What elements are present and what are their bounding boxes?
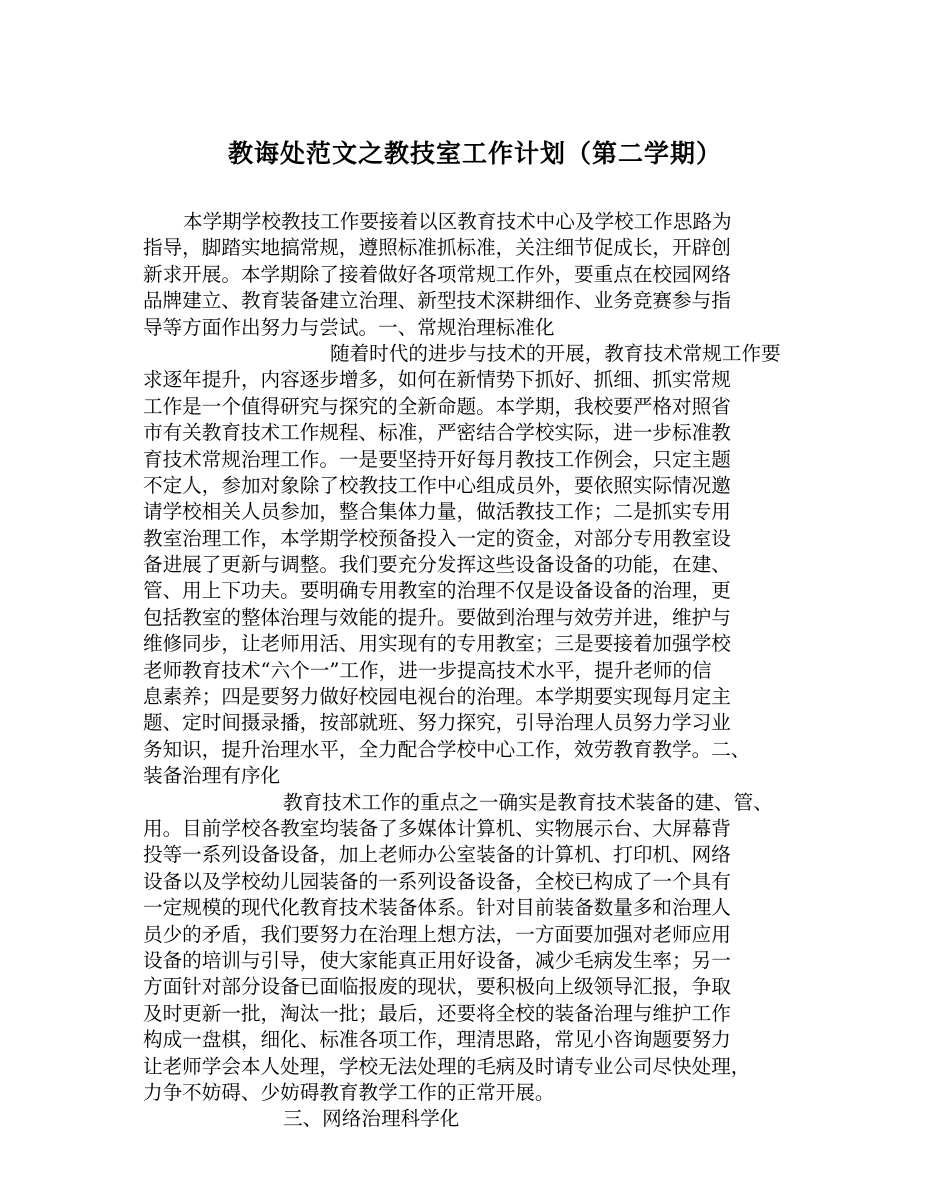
- paragraph-2-line-17: 装备治理有序化: [143, 764, 281, 788]
- paragraph-3-line-3: 投等一系列设备设备，加上老师办公室装备的计算机、打印机、网络: [143, 843, 731, 867]
- paragraph-3-line-4: 设备以及学校幼儿园装备的一系列设备设备，全校已构成了一个具有: [143, 869, 731, 893]
- paragraph-2-line-14: 息素养；四是要努力做好校园电视台的治理。本学期要实现每月定主: [143, 685, 731, 709]
- paragraph-3-line-12: 力争不妨碍、少妨碍教育教学工作的正常开展。: [143, 1080, 555, 1104]
- paragraph-2-line-13: 老师教育技术“六个一”工作，进一步提高技术水平，提升老师的信: [143, 658, 712, 682]
- paragraph-3-line-5: 一定规模的现代化教育技术装备体系。针对目前装备数量多和治理人: [143, 896, 731, 920]
- paragraph-1-line-3: 新求开展。本学期除了接着做好各项常规工作外，要重点在校园网络: [143, 262, 731, 286]
- paragraph-2-line-2: 求逐年提升，内容逐步增多，如何在新情势下抓好、抓细、抓实常规: [143, 368, 731, 392]
- paragraph-2-line-11: 包括教室的整体治理与效能的提升。要做到治理与效劳并进，维护与: [143, 605, 731, 629]
- paragraph-2-line-8: 教室治理工作，本学期学校预备投入一定的资金，对部分专用教室设: [143, 526, 731, 550]
- paragraph-3-line-8: 方面针对部分设备已面临报废的现状，要积极向上级领导汇报，争取: [143, 975, 731, 999]
- paragraph-2-line-16: 务知识，提升治理水平，全力配合学校中心工作，效劳教育教学。二、: [143, 737, 751, 761]
- document-body: [143, 209, 823, 1133]
- paragraph-2-line-1: 随着时代的进步与技术的开展，教育技术常规工作要: [330, 341, 781, 365]
- paragraph-2-line-9: 备进展了更新与调整。我们要充分发挥这些设备设备的功能，在建、: [143, 553, 731, 577]
- paragraph-1-line-1: 本学期学校教技工作要接着以区教育技术中心及学校工作思路为: [183, 210, 732, 233]
- paragraph-3-line-7: 设备的培训与引导，使大家能真正用好设备，减少毛病发生率；另一: [143, 948, 731, 972]
- paragraph-2-line-6: 不定人，参加对象除了校教技工作中心组成员外，要依照实际情况邀: [143, 473, 731, 497]
- paragraph-3-line-2: 用。目前学校各教室均装备了多媒体计算机、实物展示台、大屏幕背: [143, 816, 731, 840]
- paragraph-2-line-15: 题、定时间摄录播，按部就班、努力探究，引导治理人员努力学习业: [143, 711, 731, 735]
- paragraph-2-line-10: 管、用上下功夫。要明确专用教室的治理不仅是设备设备的治理，更: [143, 579, 731, 603]
- paragraph-1-line-2: 指导，脚踏实地搞常规，遵照标准抓标准，关注细节促成长，开辟创: [143, 236, 731, 260]
- paragraph-1-line-5: 导等方面作出努力与尝试。一、常规治理标准化: [143, 315, 555, 339]
- paragraph-4-line-1: 三、网络治理科学化: [283, 1107, 460, 1131]
- paragraph-2-line-4: 市有关教育技术工作规程、标准，严密结合学校实际，进一步标准教: [143, 421, 731, 445]
- paragraph-1-line-4: 品牌建立、教育装备建立治理、新型技术深耕细作、业务竞赛参与指: [143, 289, 731, 313]
- document-title: 教诲处范文之教技室工作计划（第二学期）: [227, 139, 722, 168]
- paragraph-2-line-3: 工作是一个值得研究与探究的全新命题。本学期，我校要严格对照省: [143, 394, 731, 418]
- paragraph-3-line-11: 让老师学会本人处理，学校无法处理的毛病及时请专业公司尽快处理，: [143, 1054, 751, 1078]
- paragraph-2-line-5: 育技术常规治理工作。一是要坚持开好每月教技工作例会，只定主题: [143, 447, 731, 471]
- paragraph-3-line-6: 员少的矛盾，我们要努力在治理上想方法，一方面要加强对老师应用: [143, 922, 731, 946]
- paragraph-3-line-10: 构成一盘棋，细化、标准各项工作，理清思路，常见小咨询题要努力: [143, 1028, 731, 1052]
- paragraph-2-line-12: 维修同步，让老师用活、用实现有的专用教室；三是要接着加强学校: [143, 632, 731, 656]
- paragraph-2-line-7: 请学校相关人员参加，整合集体力量，做活教技工作；二是抓实专用: [143, 500, 731, 524]
- paragraph-3-line-9: 及时更新一批，淘汰一批；最后，还要将全校的装备治理与维护工作: [143, 1001, 731, 1025]
- paragraph-3-line-1: 教育技术工作的重点之一确实是教育技术装备的建、管、: [283, 790, 773, 814]
